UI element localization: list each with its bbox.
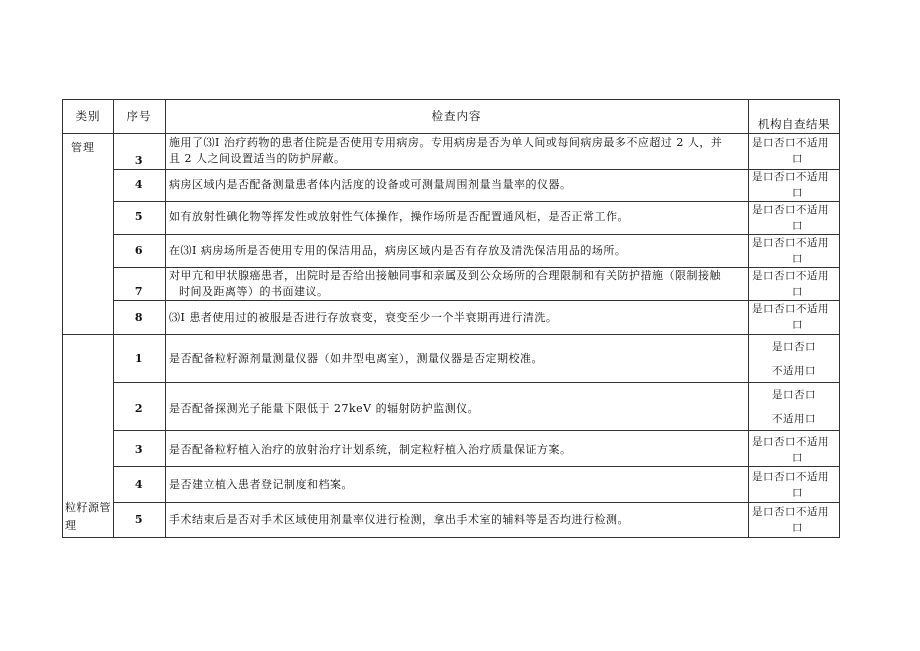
- result-line: 不适用口: [772, 365, 816, 377]
- result-line: 口: [792, 286, 803, 298]
- row-content: 病房区域内是否配备测量患者体内活度的设备或可测量周围剂量当量率的仪器。: [169, 178, 572, 191]
- category-line: 理: [65, 519, 77, 532]
- grid-line: [165, 100, 166, 537]
- result-checkbox[interactable]: [752, 235, 829, 267]
- result-line: 是口否口不适用: [752, 204, 829, 216]
- result-checkbox[interactable]: [752, 169, 829, 201]
- grid-line: [113, 169, 839, 170]
- grid-line: [113, 234, 839, 235]
- row-number: 2: [134, 402, 144, 415]
- row-content: 是否配备探测光子能量下限低于 27keV 的辐射防护监测仪。: [169, 402, 480, 415]
- row-content: [169, 135, 749, 167]
- result-checkbox[interactable]: [752, 301, 829, 333]
- row-content: 是否建立植入患者登记制度和档案。: [169, 478, 353, 491]
- grid-line: [113, 466, 839, 467]
- result-line: 是口否口不适用: [752, 506, 829, 518]
- result-line: 口: [792, 187, 803, 199]
- row-content: 在⑶I 病房场所是否使用专用的保洁用品，病房区域内是否有存放及清洗保洁用品的场所。: [169, 244, 627, 257]
- row-number: 5: [134, 513, 144, 526]
- result-checkbox[interactable]: [752, 504, 829, 536]
- content-line: 且 2 人之间设置适当的防护屏蔽。: [169, 152, 346, 165]
- row-number: 6: [134, 244, 144, 257]
- result-line: 是口否口: [772, 341, 816, 353]
- result-line: 是口否口不适用: [752, 303, 829, 315]
- result-checkbox[interactable]: [752, 268, 829, 300]
- result-checkbox[interactable]: [748, 336, 840, 382]
- content-line: 对甲亢和甲状腺癌患者，出院时是否给出接触同事和亲属及到公众场所的合理限制和有关防护措施（限制接触: [169, 269, 721, 282]
- grid-line: [113, 300, 839, 301]
- grid-line: [113, 201, 839, 202]
- content-line: 施用了⑶I 治疗药物的患者住院是否使用专用病房。专用病房是否为单人间或每间病房最多不应超过 2 人，并: [169, 136, 723, 149]
- result-line: 不适用口: [772, 413, 816, 425]
- row-number: 3: [134, 154, 144, 167]
- row-content: 手术结束后是否对手术区域使用剂量率仪进行检测，拿出手术室的辅料等是否均进行检测。: [169, 513, 629, 526]
- grid-line: [113, 502, 839, 503]
- result-checkbox[interactable]: [752, 434, 829, 466]
- category-line: 粒籽源管: [65, 501, 111, 514]
- result-line: 口: [792, 153, 803, 165]
- result-checkbox[interactable]: [752, 135, 829, 167]
- result-line: 口: [792, 253, 803, 265]
- result-checkbox[interactable]: [752, 469, 829, 501]
- grid-line: [63, 133, 839, 134]
- row-content: ⑶I 患者使用过的被服是否进行存放衰变，衰变至少一个半衰期再进行清洗。: [169, 311, 558, 324]
- row-number: 5: [134, 210, 144, 223]
- header-result: 机构自查结果: [758, 117, 830, 131]
- result-line: 是口否口不适用: [752, 471, 829, 483]
- header-category: 类别: [75, 109, 101, 123]
- content-line: 时间及距离等）的书面建议。: [179, 285, 329, 298]
- row-content: 是否配备粒籽植入治疗的放射治疗计划系统，制定粒籽植入治疗质量保证方案。: [169, 443, 572, 456]
- header-number: 序号: [126, 109, 152, 123]
- result-line: 口: [792, 319, 803, 331]
- inspection-table: [62, 99, 840, 538]
- result-checkbox[interactable]: [748, 384, 840, 430]
- row-number: 1: [134, 352, 144, 365]
- row-content: 如有放射性碘化物等挥发性或放射性气体操作，操作场所是否配置通风柜，是否正常工作。: [169, 210, 629, 223]
- row-number: 8: [134, 311, 144, 324]
- result-line: 是口否口不适用: [752, 436, 829, 448]
- category-label: [65, 499, 111, 535]
- grid-line: [63, 334, 839, 335]
- row-number: 4: [134, 178, 144, 191]
- category-label: 管理: [71, 141, 95, 154]
- result-line: 是口否口不适用: [752, 171, 829, 183]
- result-line: 是口否口不适用: [752, 270, 829, 282]
- row-number: 7: [134, 285, 144, 298]
- result-line: 是口否口不适用: [752, 137, 829, 149]
- grid-line: [113, 430, 839, 431]
- result-checkbox[interactable]: [752, 202, 829, 234]
- grid-line: [113, 382, 839, 383]
- result-line: 是口否口: [772, 389, 816, 401]
- result-line: 口: [792, 487, 803, 499]
- result-line: 是口否口不适用: [752, 237, 829, 249]
- row-content: 是否配备粒籽源剂量测量仪器（如井型电离室），测量仪器是否定期校准。: [169, 352, 543, 365]
- result-line: 口: [792, 452, 803, 464]
- result-line: 口: [792, 522, 803, 534]
- header-content: 检查内容: [431, 109, 482, 123]
- row-number: 3: [134, 443, 144, 456]
- row-number: 4: [134, 478, 144, 491]
- row-content: [169, 268, 749, 300]
- result-line: 口: [792, 220, 803, 232]
